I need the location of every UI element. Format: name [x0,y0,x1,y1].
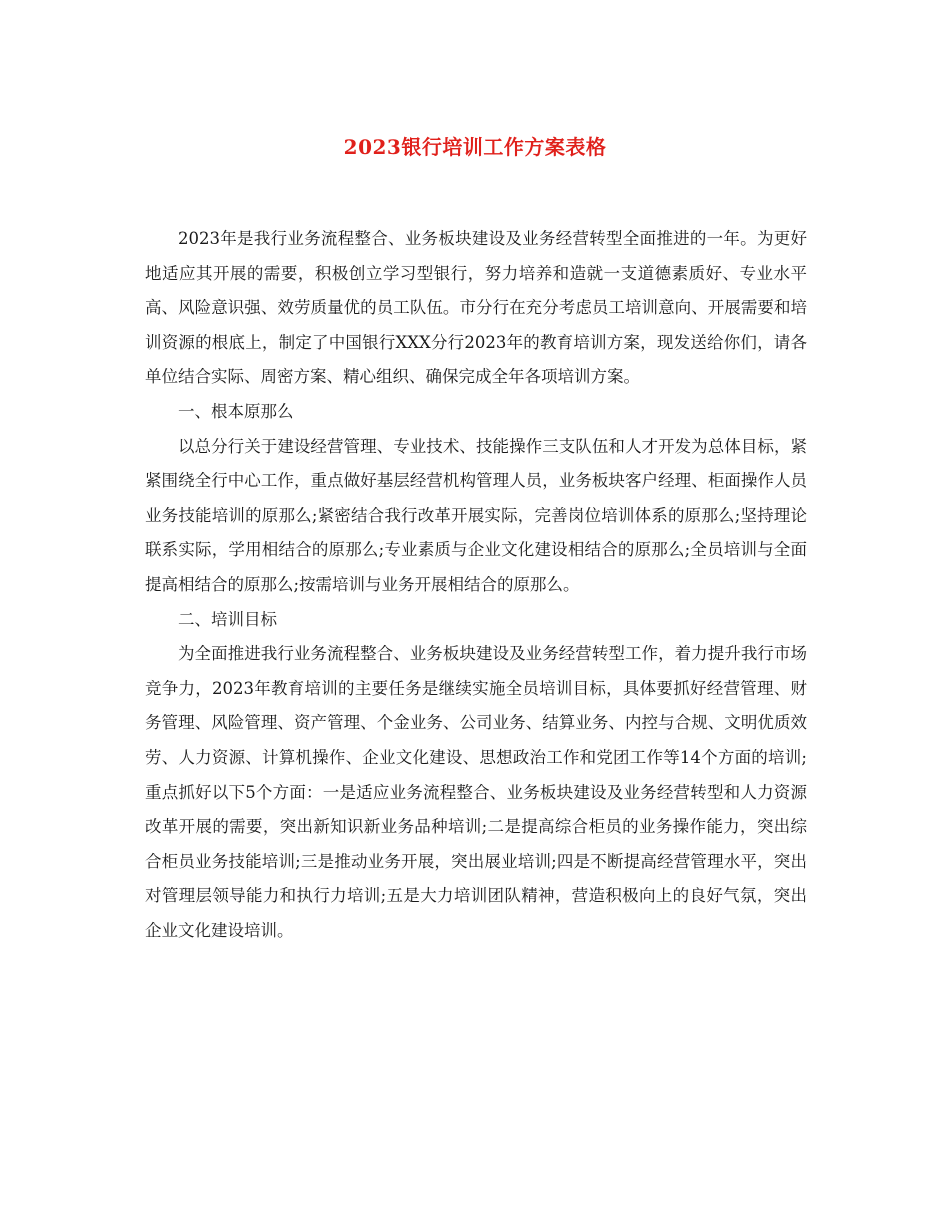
document-body [145,222,807,948]
document-title: 2023银行培训工作方案表格 [343,135,607,159]
principles-paragraph: 以总分行关于建设经营管理、专业技术、技能操作三支队伍和人才开发为总体目标，紧紧围绕全行中心工作，重点做好基层经营机构管理人员，业务板块客户经理、柜面操作人员业务技能培训的原那么;紧密结合我行改革开展实际，完善岗位培训体系的原那么;坚持理论联系实际，学用相结合的原那么;专业素质与企业文化建设相结合的原那么;全员培训与全面提高相结合的原那么;按需培训与业务开展相结合的原那么。 [145,436,807,594]
section-heading-goals: 二、培训目标 [178,609,277,629]
goals-paragraph: 为全面推进我行业务流程整合、业务板块建设及业务经营转型工作，着力提升我行市场竞争力，2023年教育培训的主要任务是继续实施全员培训目标，具体要抓好经营管理、财务管理、风险管理、资产管理、个金业务、公司业务、结算业务、内控与合规、文明优质效劳、人力资源、计算机操作、企业文化建设、思想政治工作和党团工作等14个方面的培训;重点抓好以下5个方面：一是适应业务流程整合、业务板块建设及业务经营转型和人力资源改革开展的需要，突出新知识新业务品种培训;二是提高综合柜员的业务操作能力，突出综合柜员业务技能培训;三是推动业务开展，突出展业培训;四是不断提高经营管理水平，突出对管理层领导能力和执行力培训;五是大力培训团队精神，营造积极向上的良好气氛，突出企业文化建设培训。 [145,644,807,940]
intro-paragraph: 2023年是我行业务流程整合、业务板块建设及业务经营转型全面推进的一年。为更好地适应其开展的需要，积极创立学习型银行，努力培养和造就一支道德素质好、专业水平高、风险意识强、效劳质量优的员工队伍。市分行在充分考虑员工培训意向、开展需要和培训资源的根底上，制定了中国银行XXX分行2023年的教育培训方案，现发送给你们，请各单位结合实际、周密方案、精心组织、确保完成全年各项培训方案。 [145,229,807,387]
section-heading-principles: 一、根本原那么 [178,401,294,421]
